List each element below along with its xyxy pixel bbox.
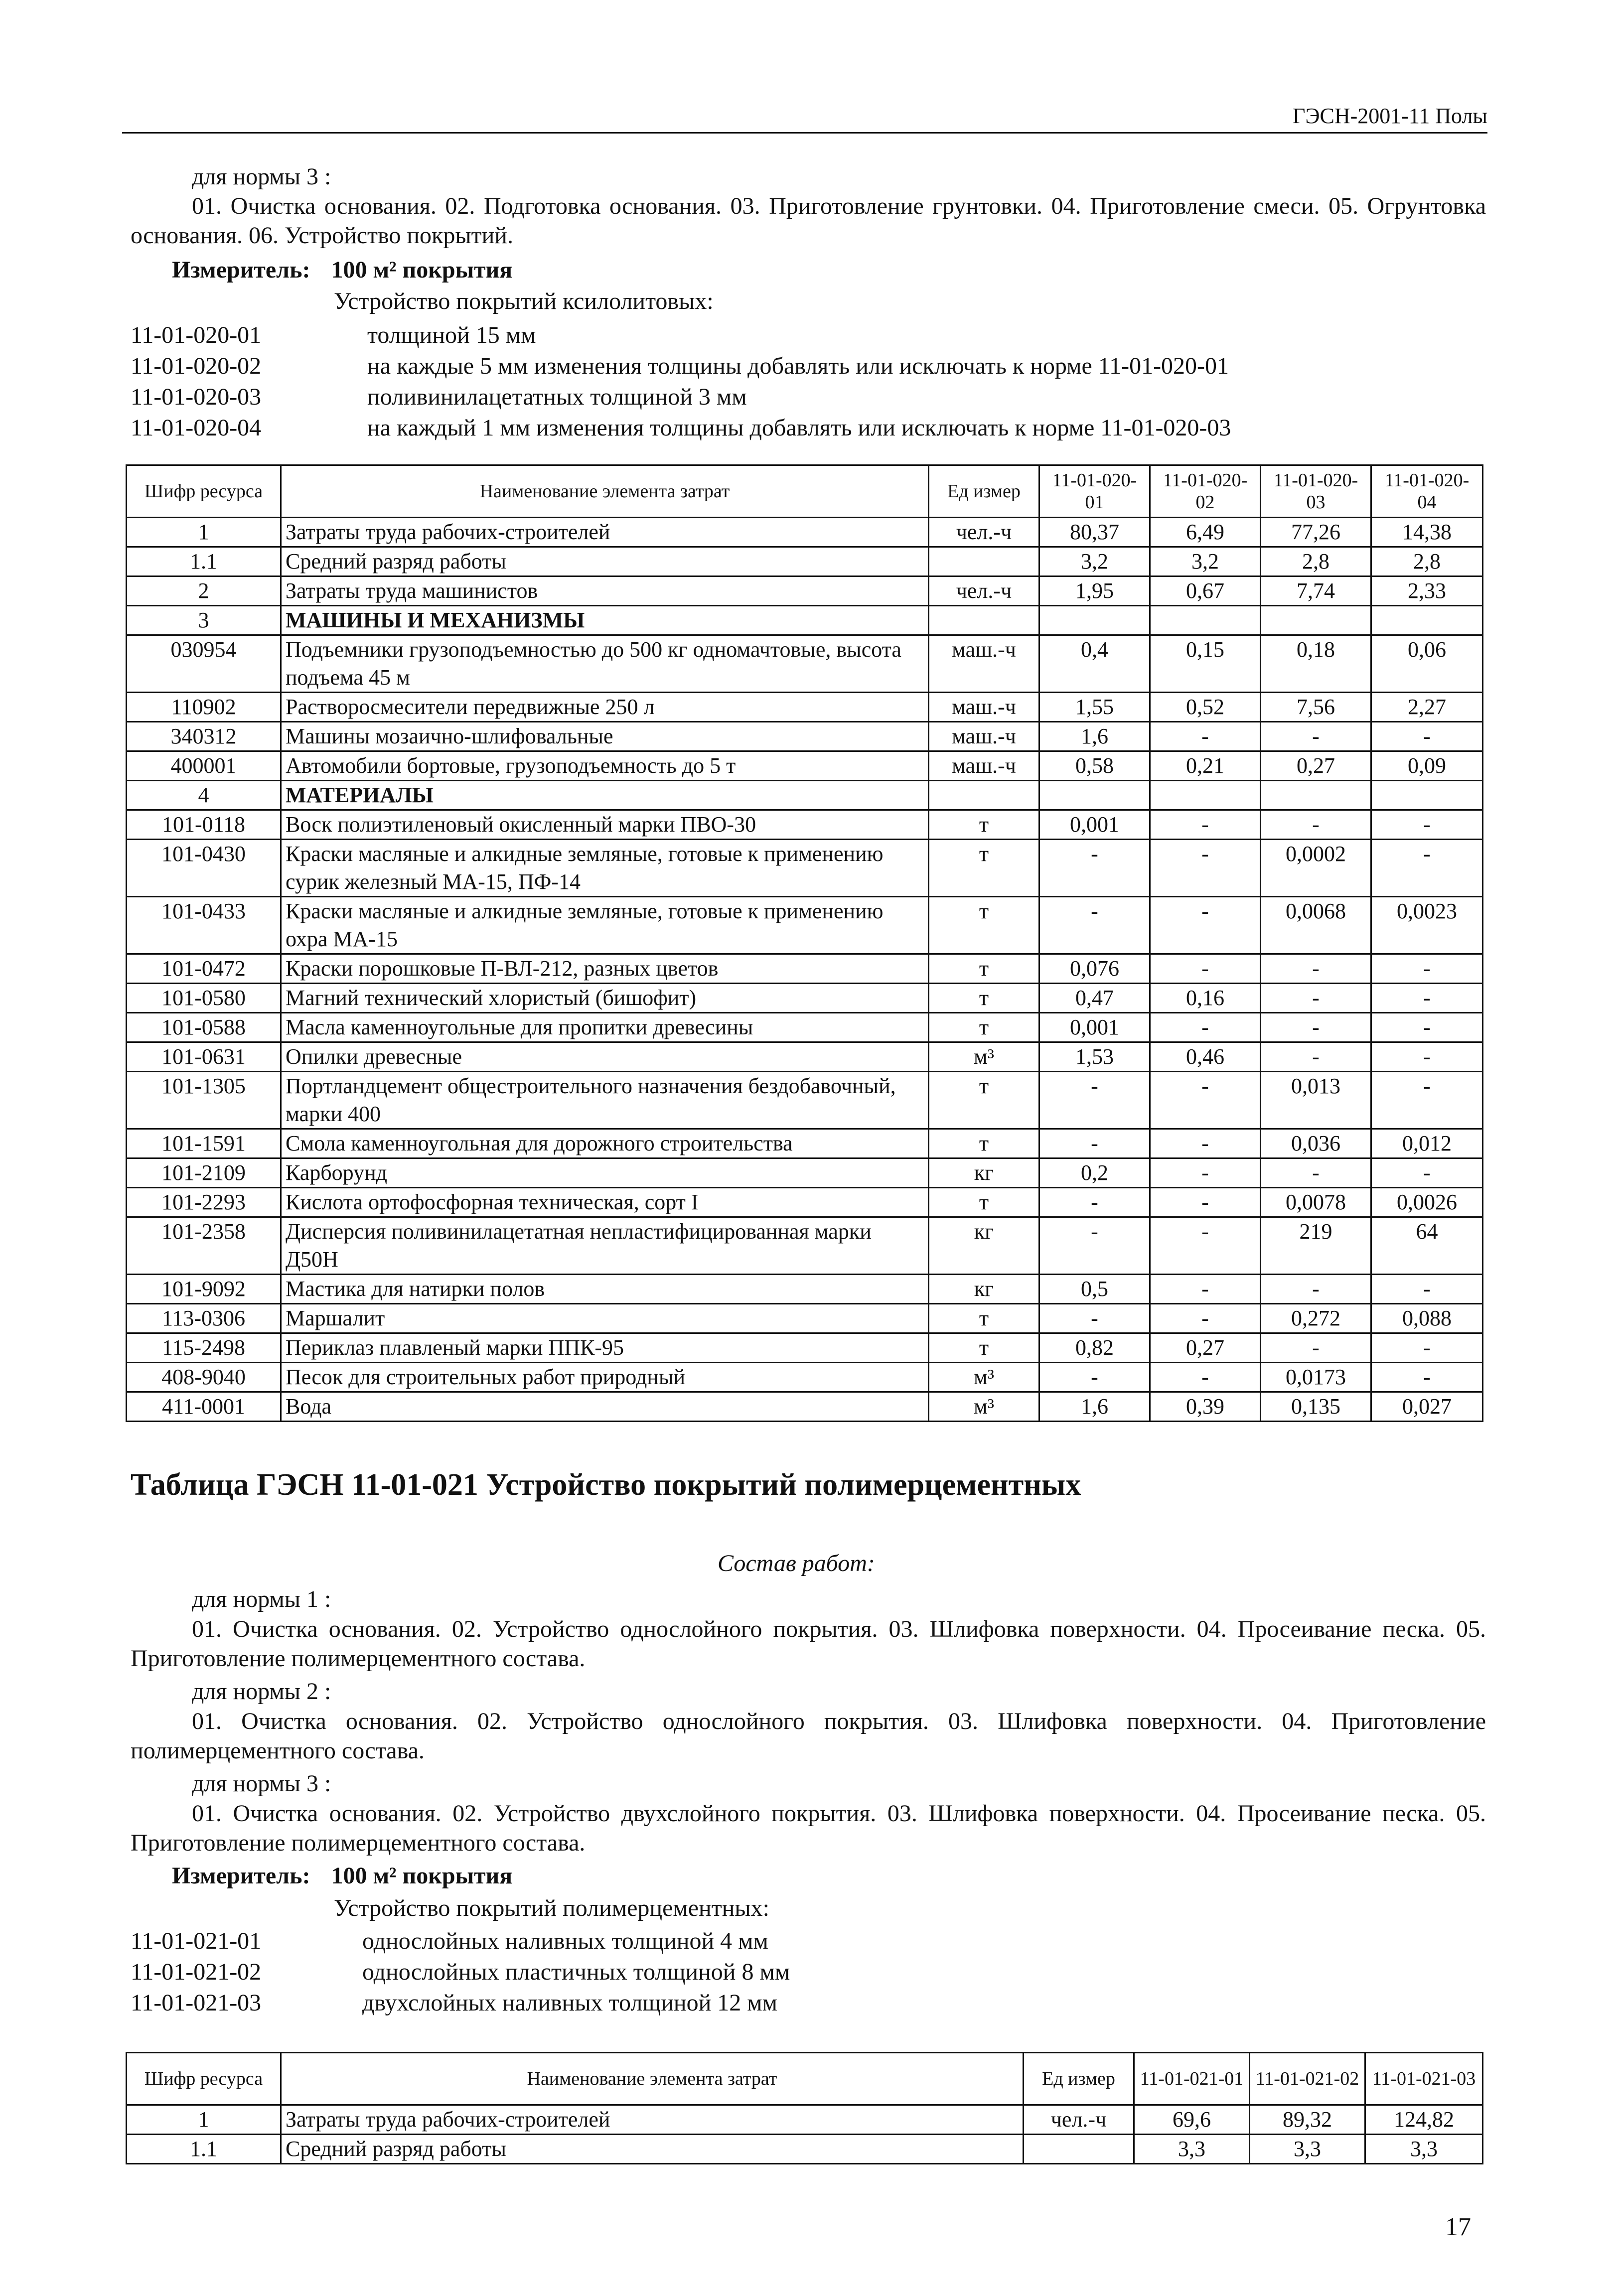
norm-list-2: [131, 1926, 1496, 2025]
table-row: [127, 1129, 1483, 1158]
table-row: [127, 606, 1483, 635]
value-cell: -: [1150, 1129, 1261, 1158]
value-cell: [1371, 781, 1483, 810]
norm-code: 11-01-020-02: [131, 353, 262, 379]
value-cell: 0,5: [1039, 1275, 1150, 1304]
header-cell: Шифр ресурса: [127, 2053, 281, 2105]
unit-cell: т: [929, 984, 1039, 1013]
table-row: [127, 722, 1483, 751]
page-number: 17: [1445, 2213, 1471, 2241]
resource-code-cell: 400001: [127, 751, 281, 781]
value-cell: 0,135: [1261, 1392, 1371, 1422]
value-cell: [1371, 606, 1483, 635]
value-cell: -: [1261, 1275, 1371, 1304]
resource-name-cell: Масла каменноугольные для пропитки древесины: [281, 1013, 929, 1042]
norm-desc: однослойных пластичных толщиной 8 мм: [362, 1959, 790, 1985]
resource-name-cell: Портландцемент общестроительного назначения бездобавочный, марки 400: [281, 1072, 929, 1129]
unit-cell: т: [929, 1333, 1039, 1363]
norm-desc: однослойных наливных толщиной 4 мм: [362, 1928, 768, 1954]
unit-cell: кг: [929, 1158, 1039, 1188]
value-cell: -: [1039, 897, 1150, 954]
value-cell: -: [1261, 810, 1371, 840]
table-row: [127, 1072, 1483, 1129]
value-cell: [1261, 781, 1371, 810]
value-cell: 1,55: [1039, 693, 1150, 722]
value-cell: 0,272: [1261, 1304, 1371, 1333]
resource-code-cell: 101-0580: [127, 984, 281, 1013]
table-row: [127, 1392, 1483, 1422]
table-row: [127, 751, 1483, 781]
value-cell: 1,6: [1039, 722, 1150, 751]
resource-code-cell: 101-9092: [127, 1275, 281, 1304]
resource-code-cell: 411-0001: [127, 1392, 281, 1422]
table-row: [127, 2135, 1483, 2164]
table-row: [127, 1363, 1483, 1392]
resource-code-cell: 101-0588: [127, 1013, 281, 1042]
resource-code-cell: 101-0631: [127, 1042, 281, 1072]
table-row: [127, 1042, 1483, 1072]
resource-name-cell: Смола каменноугольная для дорожного строительства: [281, 1129, 929, 1158]
table-title: Таблица ГЭСН 11-01-021 Устройство покрытий полимерцементных: [131, 1468, 1081, 1502]
value-cell: 0,0026: [1371, 1188, 1483, 1217]
resource-name-cell: Затраты труда рабочих-строителей: [281, 2105, 1024, 2135]
unit-cell: кг: [929, 1217, 1039, 1275]
norm-code: 11-01-021-02: [131, 1959, 262, 1985]
for-norm-1-label: для нормы 1 :: [192, 1586, 331, 1612]
value-cell: 0,46: [1150, 1042, 1261, 1072]
table-row: [127, 1013, 1483, 1042]
value-cell: 1,53: [1039, 1042, 1150, 1072]
norm-desc: на каждые 5 мм изменения толщины добавлять или исключать к норме 11-01-020-01: [367, 353, 1229, 379]
resource-code-cell: 4: [127, 781, 281, 810]
unit-cell: т: [929, 954, 1039, 984]
norm-desc: поливинилацетатных толщиной 3 мм: [367, 384, 747, 410]
resource-code-cell: 101-2358: [127, 1217, 281, 1275]
unit-cell: маш.-ч: [929, 635, 1039, 693]
value-cell: 0,0002: [1261, 840, 1371, 897]
resource-name-cell: Периклаз плавленый марки ППК-95: [281, 1333, 929, 1363]
table-row: [127, 2105, 1483, 2135]
resource-name-cell: Песок для строительных работ природный: [281, 1363, 929, 1392]
unit-cell: маш.-ч: [929, 693, 1039, 722]
value-cell: -: [1371, 954, 1483, 984]
resource-code-cell: 101-2293: [127, 1188, 281, 1217]
header-cell: 11-01-020-02: [1150, 465, 1261, 518]
unit-cell: чел.-ч: [1024, 2105, 1134, 2135]
value-cell: 80,37: [1039, 518, 1150, 547]
value-cell: 3,3: [1365, 2135, 1483, 2164]
norm-list: [131, 320, 1496, 449]
value-cell: 7,74: [1261, 576, 1371, 606]
table-row: [127, 576, 1483, 606]
running-header: ГЭСН-2001-11 Полы: [122, 102, 1487, 134]
value-cell: 0,076: [1039, 954, 1150, 984]
resource-name-cell: Растворосмесители передвижные 250 л: [281, 693, 929, 722]
table-header-row: [127, 465, 1483, 518]
norm-3-works: 01. Очистка основания. 02. Устройство двухслойного покрытия. 03. Шлифовка поверхности. 04. Просеивание песка. 05. Приготовление полимерцементного состава.: [131, 1800, 1486, 1856]
value-cell: [1039, 781, 1150, 810]
value-cell: 0,15: [1150, 635, 1261, 693]
table-row: [127, 954, 1483, 984]
unit-cell: м³: [929, 1042, 1039, 1072]
value-cell: 2,33: [1371, 576, 1483, 606]
unit-cell: маш.-ч: [929, 751, 1039, 781]
value-cell: 3,2: [1150, 547, 1261, 576]
resource-name-cell: Маршалит: [281, 1304, 929, 1333]
unit-cell: т: [929, 1129, 1039, 1158]
resource-code-cell: 101-0472: [127, 954, 281, 984]
measure-value: 100 м² покрытия: [331, 257, 513, 283]
resource-code-cell: 110902: [127, 693, 281, 722]
table-row: [127, 1304, 1483, 1333]
value-cell: 14,38: [1371, 518, 1483, 547]
measure-value: 100 м² покрытия: [331, 1863, 513, 1889]
value-cell: 0,0023: [1371, 897, 1483, 954]
value-cell: -: [1150, 1072, 1261, 1129]
value-cell: 0,58: [1039, 751, 1150, 781]
value-cell: 0,67: [1150, 576, 1261, 606]
resource-name-cell: Затраты труда машинистов: [281, 576, 929, 606]
unit-cell: [929, 781, 1039, 810]
value-cell: 3,2: [1039, 547, 1150, 576]
unit-cell: т: [929, 1072, 1039, 1129]
resource-name-cell: Кислота ортофосфорная техническая, сорт I: [281, 1188, 929, 1217]
header-cell: 11-01-021-02: [1250, 2053, 1365, 2105]
value-cell: -: [1371, 1072, 1483, 1129]
value-cell: 77,26: [1261, 518, 1371, 547]
resource-code-cell: 101-0118: [127, 810, 281, 840]
value-cell: 3,3: [1134, 2135, 1250, 2164]
value-cell: 219: [1261, 1217, 1371, 1275]
table-row: [127, 840, 1483, 897]
value-cell: 0,4: [1039, 635, 1150, 693]
unit-cell: маш.-ч: [929, 722, 1039, 751]
header-cell: Ед измер: [1024, 2053, 1134, 2105]
value-cell: 0,2: [1039, 1158, 1150, 1188]
value-cell: -: [1261, 1333, 1371, 1363]
table-row: [127, 781, 1483, 810]
unit-cell: т: [929, 1304, 1039, 1333]
value-cell: -: [1150, 1188, 1261, 1217]
unit-cell: т: [929, 810, 1039, 840]
resource-code-cell: 101-1305: [127, 1072, 281, 1129]
value-cell: [1150, 606, 1261, 635]
work-composition: 01. Очистка основания. 02. Подготовка основания. 03. Приготовление грунтовки. 04. Приготовление смеси. 05. Огрунтовка основания. 06. Устройство покрытий.: [131, 193, 1486, 249]
resource-name-cell: Автомобили бортовые, грузоподъемность до 5 т: [281, 751, 929, 781]
resource-code-cell: 030954: [127, 635, 281, 693]
resource-code-cell: 101-0430: [127, 840, 281, 897]
header-cell: 11-01-021-03: [1365, 2053, 1483, 2105]
resource-code-cell: 1: [127, 2105, 281, 2135]
value-cell: 1,6: [1039, 1392, 1150, 1422]
table-row: [127, 518, 1483, 547]
resource-name-cell: Карборунд: [281, 1158, 929, 1188]
resource-code-cell: 340312: [127, 722, 281, 751]
value-cell: -: [1371, 1363, 1483, 1392]
value-cell: 3,3: [1250, 2135, 1365, 2164]
value-cell: 0,21: [1150, 751, 1261, 781]
norm-code: 11-01-021-01: [131, 1928, 262, 1954]
value-cell: -: [1371, 840, 1483, 897]
resource-code-cell: 101-2109: [127, 1158, 281, 1188]
table-row: [127, 1158, 1483, 1188]
resource-code-cell: 115-2498: [127, 1333, 281, 1363]
value-cell: -: [1039, 1217, 1150, 1275]
unit-cell: т: [929, 1013, 1039, 1042]
value-cell: 0,27: [1261, 751, 1371, 781]
value-cell: -: [1261, 1158, 1371, 1188]
resource-name-cell: Дисперсия поливинилацетатная непластифицированная марки Д50Н: [281, 1217, 929, 1275]
value-cell: -: [1150, 810, 1261, 840]
value-cell: -: [1261, 722, 1371, 751]
resource-name-cell: Подъемники грузоподъемностью до 500 кг одномачтовые, высота подъема 45 м: [281, 635, 929, 693]
value-cell: 6,49: [1150, 518, 1261, 547]
group-title-2: Устройство покрытий полимерцементных:: [334, 1895, 769, 1921]
value-cell: -: [1150, 840, 1261, 897]
measure-line: [172, 255, 512, 285]
value-cell: 0,39: [1150, 1392, 1261, 1422]
unit-cell: м³: [929, 1363, 1039, 1392]
norm-desc: толщиной 15 мм: [367, 322, 536, 348]
header-cell: Шифр ресурса: [127, 465, 281, 518]
resource-code-cell: 3: [127, 606, 281, 635]
for-norm-2-label: для нормы 2 :: [192, 1678, 331, 1705]
norm-code: 11-01-020-04: [131, 415, 262, 441]
value-cell: 0,027: [1371, 1392, 1483, 1422]
composition-heading: Состав работ:: [718, 1550, 875, 1577]
table-row: [127, 635, 1483, 693]
header-cell: Наименование элемента затрат: [281, 2053, 1024, 2105]
table-row: [127, 1275, 1483, 1304]
resource-name-cell: МАШИНЫ И МЕХАНИЗМЫ: [281, 606, 929, 635]
resource-name-cell: Опилки древесные: [281, 1042, 929, 1072]
unit-cell: т: [929, 840, 1039, 897]
table-row: [127, 897, 1483, 954]
resource-code-cell: 2: [127, 576, 281, 606]
unit-cell: чел.-ч: [929, 518, 1039, 547]
value-cell: -: [1371, 1333, 1483, 1363]
unit-cell: м³: [929, 1392, 1039, 1422]
for-norm-label: для нормы 3 :: [192, 163, 331, 190]
value-cell: 0,82: [1039, 1333, 1150, 1363]
norm-2-works: 01. Очистка основания. 02. Устройство однослойного покрытия. 03. Шлифовка поверхности. 04. Приготовление полимерцементного состава.: [131, 1708, 1486, 1764]
table-header-row: [127, 2053, 1483, 2105]
value-cell: 64: [1371, 1217, 1483, 1275]
value-cell: -: [1150, 1217, 1261, 1275]
value-cell: 89,32: [1250, 2105, 1365, 2135]
value-cell: 0,013: [1261, 1072, 1371, 1129]
value-cell: -: [1150, 954, 1261, 984]
resource-name-cell: Вода: [281, 1392, 929, 1422]
norm-code: 11-01-021-03: [131, 1990, 262, 2016]
resource-name-cell: Краски масляные и алкидные земляные, готовые к применению охра МА-15: [281, 897, 929, 954]
resource-code-cell: 101-1591: [127, 1129, 281, 1158]
value-cell: -: [1150, 1158, 1261, 1188]
value-cell: [1150, 781, 1261, 810]
value-cell: -: [1039, 1304, 1150, 1333]
value-cell: -: [1039, 1188, 1150, 1217]
value-cell: 0,036: [1261, 1129, 1371, 1158]
value-cell: -: [1039, 1129, 1150, 1158]
value-cell: -: [1371, 1275, 1483, 1304]
table-row: [127, 547, 1483, 576]
resource-name-cell: Средний разряд работы: [281, 547, 929, 576]
value-cell: 2,8: [1371, 547, 1483, 576]
resource-name-cell: Затраты труда рабочих-строителей: [281, 518, 929, 547]
value-cell: -: [1371, 1042, 1483, 1072]
resource-name-cell: Краски порошковые П-ВЛ-212, разных цветов: [281, 954, 929, 984]
value-cell: 0,16: [1150, 984, 1261, 1013]
value-cell: 1,95: [1039, 576, 1150, 606]
resource-name-cell: МАТЕРИАЛЫ: [281, 781, 929, 810]
value-cell: 0,012: [1371, 1129, 1483, 1158]
value-cell: [1039, 606, 1150, 635]
norm-code: 11-01-020-01: [131, 322, 262, 348]
unit-cell: чел.-ч: [929, 576, 1039, 606]
resource-name-cell: Машины мозаично-шлифовальные: [281, 722, 929, 751]
value-cell: -: [1261, 954, 1371, 984]
unit-cell: т: [929, 897, 1039, 954]
norm-desc: на каждый 1 мм изменения толщины добавлять или исключать к норме 11-01-020-03: [367, 415, 1231, 441]
measure-line-2: [172, 1861, 512, 1890]
value-cell: -: [1371, 722, 1483, 751]
table-row: [127, 1217, 1483, 1275]
table-row: [127, 1333, 1483, 1363]
resource-name-cell: Магний технический хлористый (бишофит): [281, 984, 929, 1013]
value-cell: -: [1261, 1042, 1371, 1072]
value-cell: 0,001: [1039, 810, 1150, 840]
value-cell: 0,18: [1261, 635, 1371, 693]
value-cell: -: [1039, 840, 1150, 897]
table-row: [127, 693, 1483, 722]
resource-table-020: [126, 464, 1483, 1422]
value-cell: 0,06: [1371, 635, 1483, 693]
resource-name-cell: Мастика для натирки полов: [281, 1275, 929, 1304]
norm-desc: двухслойных наливных толщиной 12 мм: [362, 1990, 778, 2016]
value-cell: 0,0068: [1261, 897, 1371, 954]
resource-name-cell: Средний разряд работы: [281, 2135, 1024, 2164]
value-cell: 2,8: [1261, 547, 1371, 576]
value-cell: 0,0173: [1261, 1363, 1371, 1392]
unit-cell: [929, 606, 1039, 635]
unit-cell: т: [929, 1188, 1039, 1217]
value-cell: -: [1371, 810, 1483, 840]
for-norm-3-label: для нормы 3 :: [192, 1770, 331, 1797]
resource-name-cell: Воск полиэтиленовый окисленный марки ПВО-30: [281, 810, 929, 840]
value-cell: -: [1150, 722, 1261, 751]
resource-table-021: [126, 2052, 1483, 2164]
value-cell: 7,56: [1261, 693, 1371, 722]
value-cell: 0,088: [1371, 1304, 1483, 1333]
value-cell: -: [1371, 1013, 1483, 1042]
value-cell: -: [1039, 1363, 1150, 1392]
table-row: [127, 984, 1483, 1013]
value-cell: -: [1039, 1072, 1150, 1129]
value-cell: -: [1261, 984, 1371, 1013]
measure-label: Измеритель:: [172, 257, 310, 283]
value-cell: -: [1261, 1013, 1371, 1042]
resource-code-cell: 408-9040: [127, 1363, 281, 1392]
value-cell: 2,27: [1371, 693, 1483, 722]
value-cell: -: [1150, 1363, 1261, 1392]
value-cell: 0,0078: [1261, 1188, 1371, 1217]
resource-code-cell: 1.1: [127, 2135, 281, 2164]
value-cell: 124,82: [1365, 2105, 1483, 2135]
header-cell: 11-01-020-03: [1261, 465, 1371, 518]
value-cell: 0,09: [1371, 751, 1483, 781]
value-cell: -: [1371, 984, 1483, 1013]
unit-cell: [929, 547, 1039, 576]
value-cell: 0,47: [1039, 984, 1150, 1013]
resource-code-cell: 1.1: [127, 547, 281, 576]
unit-cell: [1024, 2135, 1134, 2164]
table-row: [127, 1188, 1483, 1217]
value-cell: -: [1150, 1275, 1261, 1304]
value-cell: -: [1150, 1013, 1261, 1042]
table-row: [127, 810, 1483, 840]
header-cell: 11-01-020-01: [1039, 465, 1150, 518]
header-cell: Наименование элемента затрат: [281, 465, 929, 518]
group-title: Устройство покрытий ксилолитовых:: [334, 288, 714, 314]
value-cell: 69,6: [1134, 2105, 1250, 2135]
header-cell: 11-01-020-04: [1371, 465, 1483, 518]
value-cell: [1261, 606, 1371, 635]
header-cell: 11-01-021-01: [1134, 2053, 1250, 2105]
resource-code-cell: 113-0306: [127, 1304, 281, 1333]
value-cell: 0,52: [1150, 693, 1261, 722]
norm-code: 11-01-020-03: [131, 384, 262, 410]
resource-name-cell: Краски масляные и алкидные земляные, готовые к применению сурик железный МА-15, ПФ-14: [281, 840, 929, 897]
value-cell: -: [1150, 1304, 1261, 1333]
value-cell: 0,27: [1150, 1333, 1261, 1363]
unit-cell: кг: [929, 1275, 1039, 1304]
value-cell: -: [1371, 1158, 1483, 1188]
header-cell: Ед измер: [929, 465, 1039, 518]
measure-label: Измеритель:: [172, 1863, 310, 1889]
resource-code-cell: 1: [127, 518, 281, 547]
norm-1-works: 01. Очистка основания. 02. Устройство однослойного покрытия. 03. Шлифовка поверхности. 04. Просеивание песка. 05. Приготовление полимерцементного состава.: [131, 1616, 1486, 1672]
resource-code-cell: 101-0433: [127, 897, 281, 954]
value-cell: -: [1150, 897, 1261, 954]
value-cell: 0,001: [1039, 1013, 1150, 1042]
